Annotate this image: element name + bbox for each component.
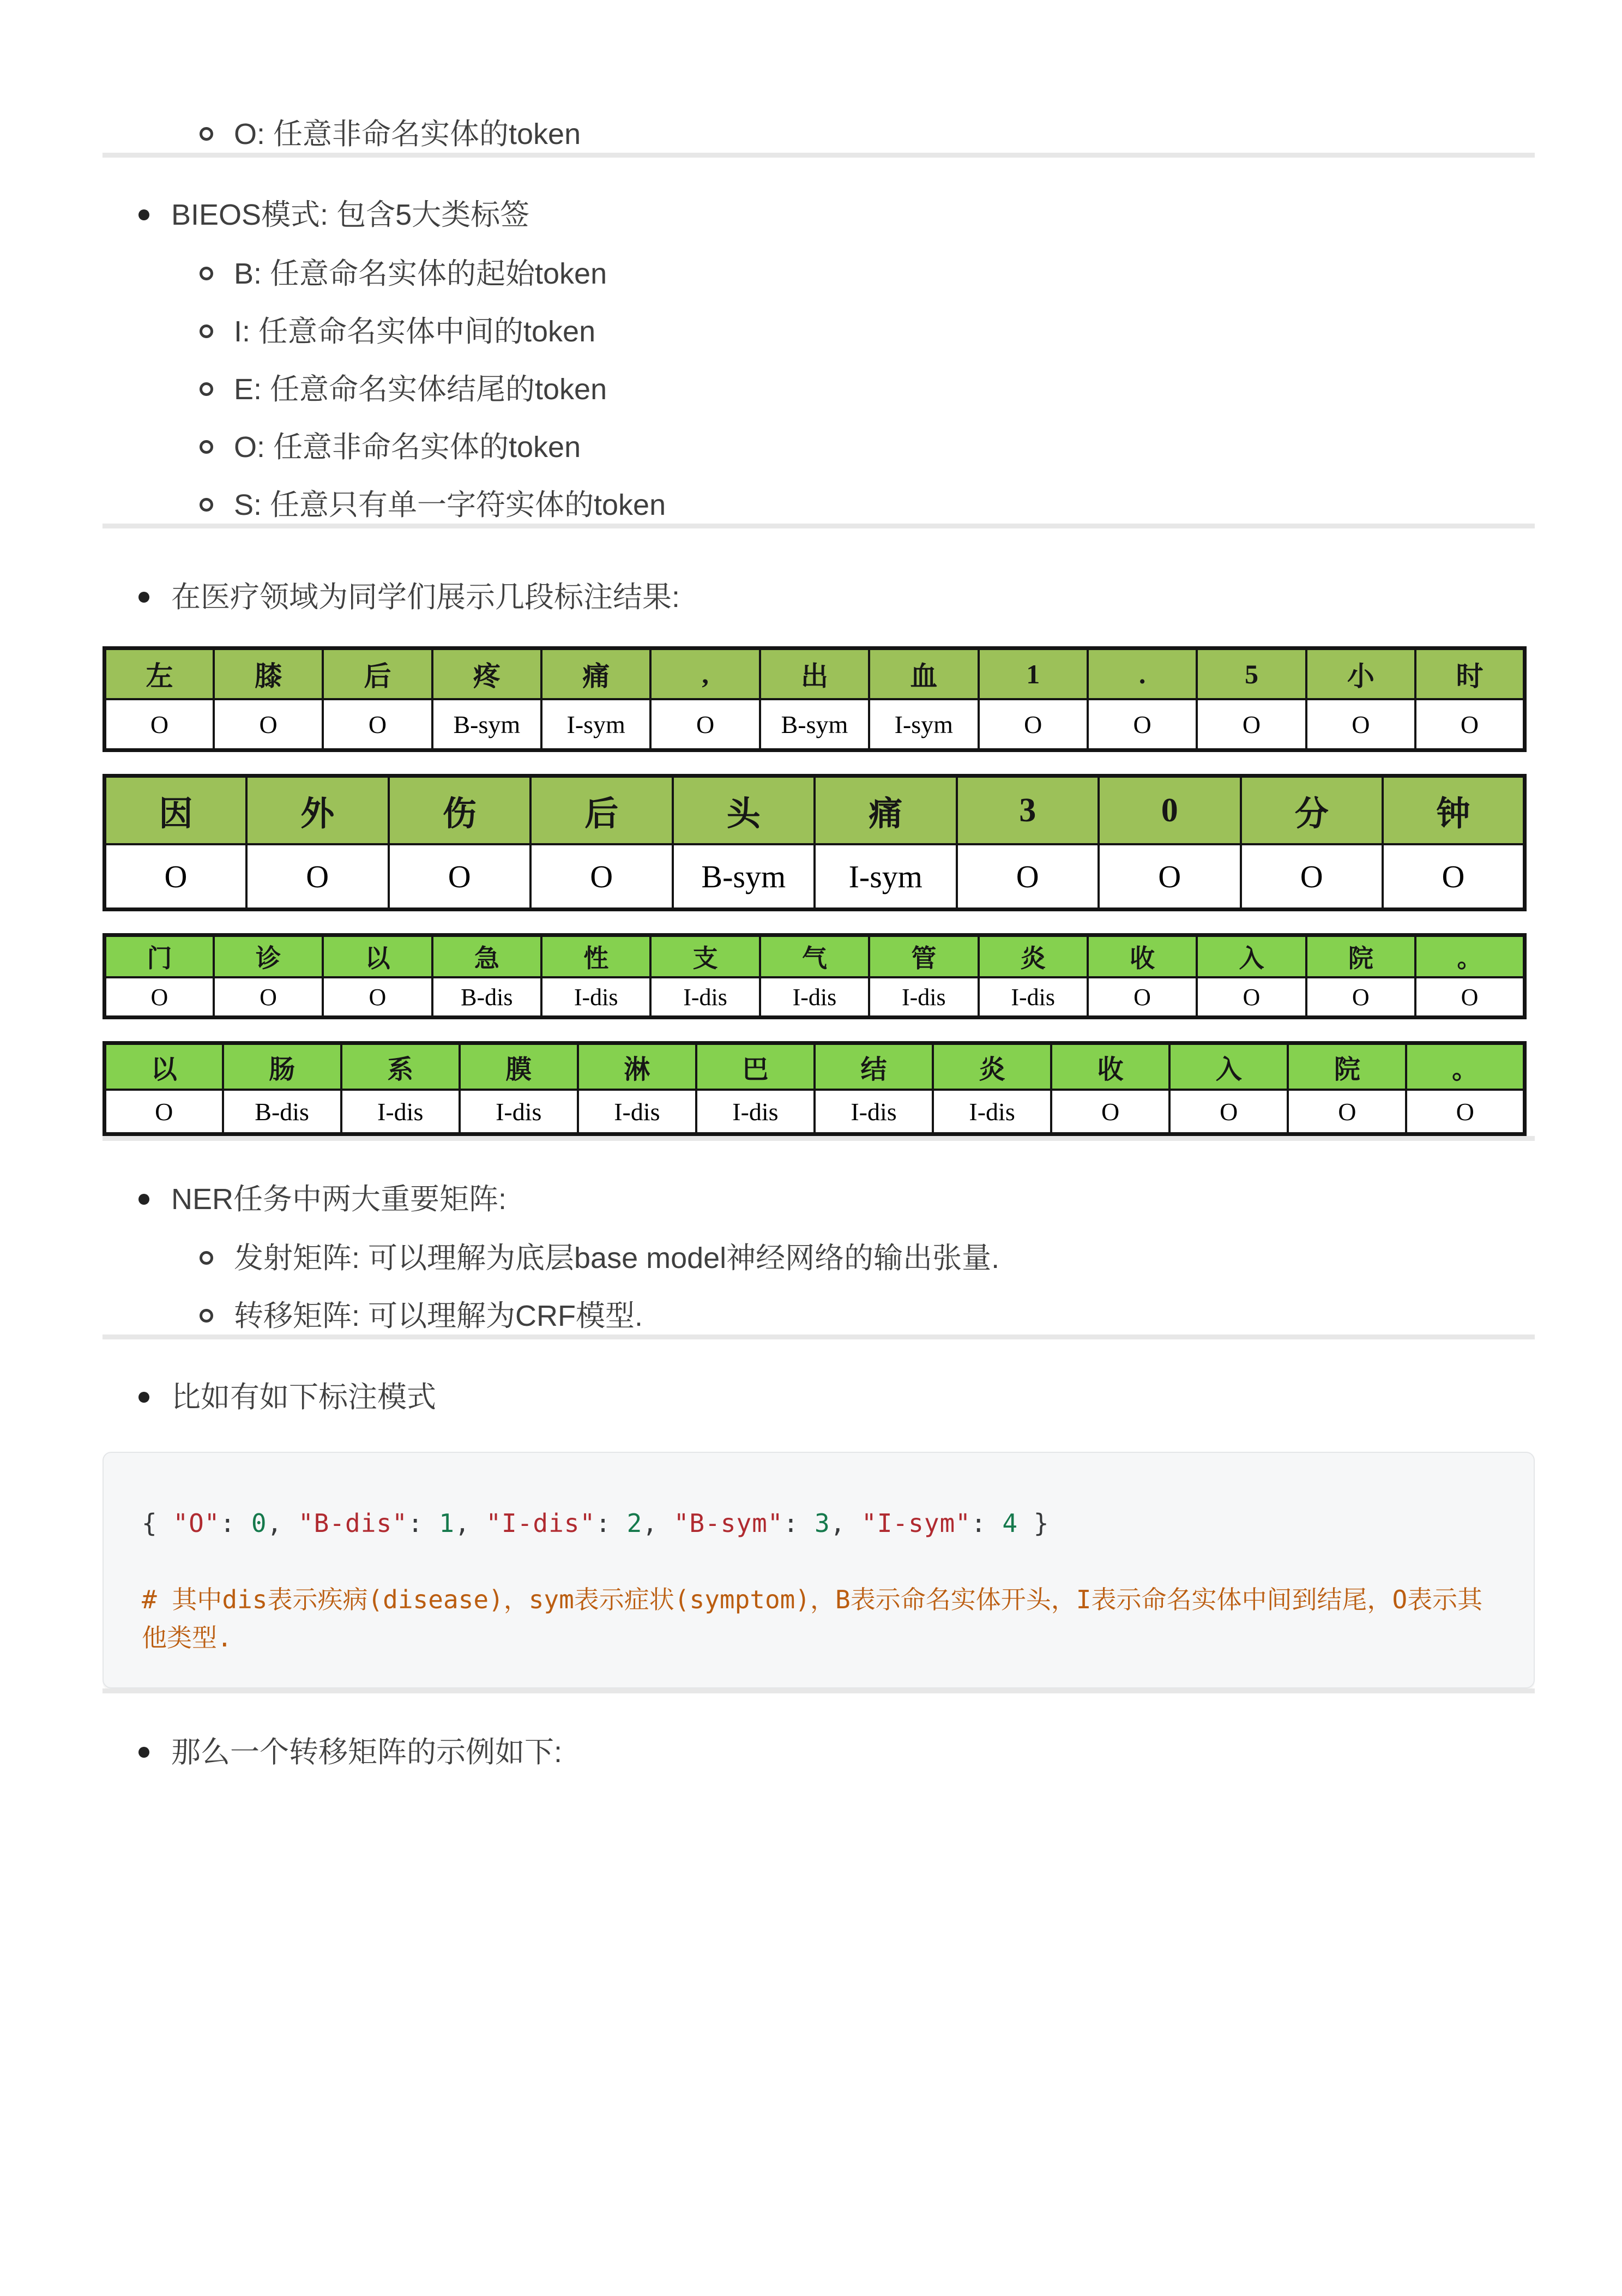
token-row <box>105 1043 1525 1090</box>
annotation-table <box>102 646 1527 752</box>
tag-cell: O <box>1406 1090 1524 1134</box>
code-token: , <box>267 1508 298 1538</box>
token-cell: 收 <box>1088 935 1197 978</box>
tag-cell: O <box>214 699 323 750</box>
token-cell: 以 <box>323 935 432 978</box>
token-cell: 。 <box>1406 1043 1524 1090</box>
list-item <box>102 116 1535 153</box>
list-item <box>102 255 1535 292</box>
disc-bullet-icon <box>138 1392 149 1403</box>
tag-row <box>105 699 1525 750</box>
tag-cell: O <box>1169 1090 1288 1134</box>
tag-cell: O <box>1088 977 1197 1018</box>
token-cell: 5 <box>1197 648 1306 700</box>
token-cell: 因 <box>105 776 247 845</box>
token-row <box>105 648 1525 700</box>
token-cell: , <box>650 648 759 700</box>
list-item <box>102 429 1535 466</box>
tag-cell: O <box>323 699 432 750</box>
circle-bullet-icon <box>200 127 213 141</box>
tag-cell: I-sym <box>869 699 978 750</box>
list-item-text: 发射矩阵: 可以理解为底层base model神经网络的输出张量. <box>234 1242 1000 1275</box>
tag-cell: I-sym <box>541 699 650 750</box>
tag-cell: I-dis <box>578 1090 696 1134</box>
code-token: , <box>830 1508 862 1538</box>
circle-bullet-icon <box>200 267 213 280</box>
list-item <box>102 579 1535 616</box>
document-page <box>102 0 1535 1771</box>
token-cell: 系 <box>341 1043 460 1090</box>
tag-cell: B-sym <box>432 699 541 750</box>
section-divider <box>102 1335 1535 1339</box>
tag-cell: O <box>650 699 759 750</box>
section-divider <box>102 1688 1535 1693</box>
token-cell: 支 <box>650 935 759 978</box>
code-token: 4 <box>1002 1508 1018 1538</box>
tag-cell: O <box>1306 699 1415 750</box>
list-item-text: O: 任意非命名实体的token <box>234 431 581 464</box>
tag-cell: O <box>1197 977 1306 1018</box>
tag-cell: O <box>246 844 389 910</box>
tag-cell: I-dis <box>979 977 1088 1018</box>
list-item <box>102 1379 1535 1416</box>
token-cell: 外 <box>246 776 389 845</box>
circle-bullet-icon <box>200 498 213 512</box>
tag-cell: B-dis <box>223 1090 341 1134</box>
list-item <box>102 1734 1535 1771</box>
token-cell: 左 <box>105 648 214 700</box>
token-cell: . <box>1088 648 1197 700</box>
list-item-text: I: 任意命名实体中间的token <box>234 315 596 348</box>
token-cell: 膜 <box>460 1043 578 1090</box>
code-line <box>142 1507 1496 1539</box>
token-cell: 分 <box>1241 776 1383 845</box>
token-cell: 性 <box>541 935 650 978</box>
tag-cell: O <box>105 1090 223 1134</box>
tag-cell: O <box>1415 699 1525 750</box>
list-item <box>102 313 1535 350</box>
token-cell: 急 <box>432 935 541 978</box>
code-token: "I-dis" <box>486 1508 596 1538</box>
token-cell: 诊 <box>214 935 323 978</box>
circle-bullet-icon <box>200 1309 213 1323</box>
tag-cell: O <box>323 977 432 1018</box>
tag-cell: O <box>1383 844 1525 910</box>
tag-row <box>105 977 1525 1018</box>
code-token: : <box>595 1508 627 1538</box>
tag-cell: O <box>530 844 673 910</box>
tag-cell: I-dis <box>341 1090 460 1134</box>
matrix-title: NER任务中两大重要矩阵: <box>171 1183 507 1216</box>
tag-cell: I-dis <box>815 1090 933 1134</box>
tag-row <box>105 844 1525 910</box>
token-cell: 结 <box>815 1043 933 1090</box>
token-cell: 院 <box>1288 1043 1406 1090</box>
circle-bullet-icon <box>200 440 213 454</box>
tag-cell: O <box>1099 844 1241 910</box>
tag-cell: I-dis <box>933 1090 1051 1134</box>
list-item <box>102 371 1535 408</box>
list-item <box>102 1181 1535 1218</box>
tag-cell: O <box>979 699 1088 750</box>
list-item-text: E: 任意命名实体结尾的token <box>234 373 607 406</box>
section-divider <box>102 153 1535 158</box>
token-cell: 收 <box>1051 1043 1169 1090</box>
tag-cell: I-sym <box>815 844 957 910</box>
annotation-table <box>102 933 1527 1019</box>
token-cell: 气 <box>760 935 869 978</box>
tag-cell: O <box>105 977 214 1018</box>
code-token: 1 <box>439 1508 455 1538</box>
token-row <box>105 776 1525 845</box>
medical-title: 在医疗领域为同学们展示几段标注结果: <box>171 581 680 614</box>
token-cell: 入 <box>1197 935 1306 978</box>
token-cell: 。 <box>1415 935 1525 978</box>
bieos-title: BIEOS模式: 包含5大类标签 <box>171 199 530 231</box>
code-token: "I-sym" <box>861 1508 971 1538</box>
code-token: "B-dis" <box>298 1508 408 1538</box>
token-cell: 痛 <box>815 776 957 845</box>
code-token: 3 <box>814 1508 830 1538</box>
token-cell: 后 <box>323 648 432 700</box>
token-cell: 入 <box>1169 1043 1288 1090</box>
token-cell: 小 <box>1306 648 1415 700</box>
token-cell: 巴 <box>696 1043 815 1090</box>
tag-cell: O <box>1288 1090 1406 1134</box>
list-item-text: B: 任意命名实体的起始token <box>234 257 607 290</box>
disc-bullet-icon <box>138 209 149 220</box>
code-block <box>102 1452 1535 1688</box>
matrix-sublist <box>102 1240 1535 1335</box>
disc-bullet-icon <box>138 1747 149 1758</box>
list-item <box>102 1240 1535 1277</box>
token-cell: 痛 <box>541 648 650 700</box>
token-cell: 头 <box>673 776 815 845</box>
token-cell: 院 <box>1306 935 1415 978</box>
tag-cell: I-dis <box>460 1090 578 1134</box>
code-token: "B-sym" <box>673 1508 783 1538</box>
tag-cell: I-dis <box>760 977 869 1018</box>
token-cell: 出 <box>760 648 869 700</box>
transition-title: 那么一个转移矩阵的示例如下: <box>171 1736 563 1769</box>
token-cell: 钟 <box>1383 776 1525 845</box>
code-token: : <box>407 1508 439 1538</box>
bieos-sublist <box>102 255 1535 524</box>
code-token: } <box>1018 1508 1050 1538</box>
code-token: { <box>142 1508 173 1538</box>
tag-cell: O <box>389 844 531 910</box>
annotation-table <box>102 1041 1527 1136</box>
circle-bullet-icon <box>200 382 213 396</box>
tag-cell: I-dis <box>650 977 759 1018</box>
circle-bullet-icon <box>200 1251 213 1265</box>
list-item-text: S: 任意只有单一字符实体的token <box>234 489 666 521</box>
token-cell: 炎 <box>979 935 1088 978</box>
token-cell: 伤 <box>389 776 531 845</box>
list-item <box>102 196 1535 233</box>
code-token: : <box>970 1508 1003 1538</box>
code-token: : <box>220 1508 251 1538</box>
tag-cell: I-dis <box>696 1090 815 1134</box>
tag-cell: O <box>1306 977 1415 1018</box>
token-cell: 后 <box>530 776 673 845</box>
token-cell: 以 <box>105 1043 223 1090</box>
list-item-text: 转移矩阵: 可以理解为CRF模型. <box>234 1300 643 1332</box>
section-divider <box>102 524 1535 528</box>
list-item <box>102 486 1535 524</box>
tag-cell: O <box>1197 699 1306 750</box>
circle-bullet-icon <box>200 324 213 338</box>
token-cell: 疼 <box>432 648 541 700</box>
token-cell: 管 <box>869 935 978 978</box>
code-token: : <box>783 1508 815 1538</box>
token-cell: 3 <box>957 776 1099 845</box>
token-cell: 淋 <box>578 1043 696 1090</box>
tag-cell: O <box>1051 1090 1169 1134</box>
code-token: , <box>454 1508 486 1538</box>
token-cell: 0 <box>1099 776 1241 845</box>
list-item-text: O: 任意非命名实体的token <box>234 118 581 151</box>
disc-bullet-icon <box>138 592 149 603</box>
code-comment: # 其中dis表示疾病(disease)，sym表示症状(symptom)，B表示命名实体开头，I表示命名实体中间到结尾，O表示其他类型. <box>142 1585 1483 1652</box>
annotation-table <box>102 774 1527 911</box>
disc-bullet-icon <box>138 1194 149 1205</box>
pattern-title: 比如有如下标注模式 <box>171 1381 436 1414</box>
section-divider <box>102 1136 1535 1141</box>
token-cell: 炎 <box>933 1043 1051 1090</box>
code-token: "O" <box>173 1508 220 1538</box>
tag-cell: O <box>957 844 1099 910</box>
token-cell: 门 <box>105 935 214 978</box>
token-cell: 肠 <box>223 1043 341 1090</box>
tag-cell: O <box>214 977 323 1018</box>
tag-cell: O <box>1088 699 1197 750</box>
tag-cell: O <box>105 699 214 750</box>
token-cell: 时 <box>1415 648 1525 700</box>
tag-cell: I-dis <box>541 977 650 1018</box>
tag-cell: B-dis <box>432 977 541 1018</box>
tag-cell: O <box>105 844 247 910</box>
code-token: 2 <box>626 1508 643 1538</box>
code-token: 0 <box>251 1508 267 1538</box>
token-cell: 膝 <box>214 648 323 700</box>
tag-cell: O <box>1241 844 1383 910</box>
tag-cell: I-dis <box>869 977 978 1018</box>
annotation-tables <box>102 646 1535 1136</box>
code-token: , <box>642 1508 674 1538</box>
token-cell: 血 <box>869 648 978 700</box>
list-item <box>102 1297 1535 1335</box>
token-row <box>105 935 1525 978</box>
tag-row <box>105 1090 1525 1134</box>
token-cell: 1 <box>979 648 1088 700</box>
tag-cell: B-sym <box>673 844 815 910</box>
tag-cell: O <box>1415 977 1525 1018</box>
tag-cell: B-sym <box>760 699 869 750</box>
